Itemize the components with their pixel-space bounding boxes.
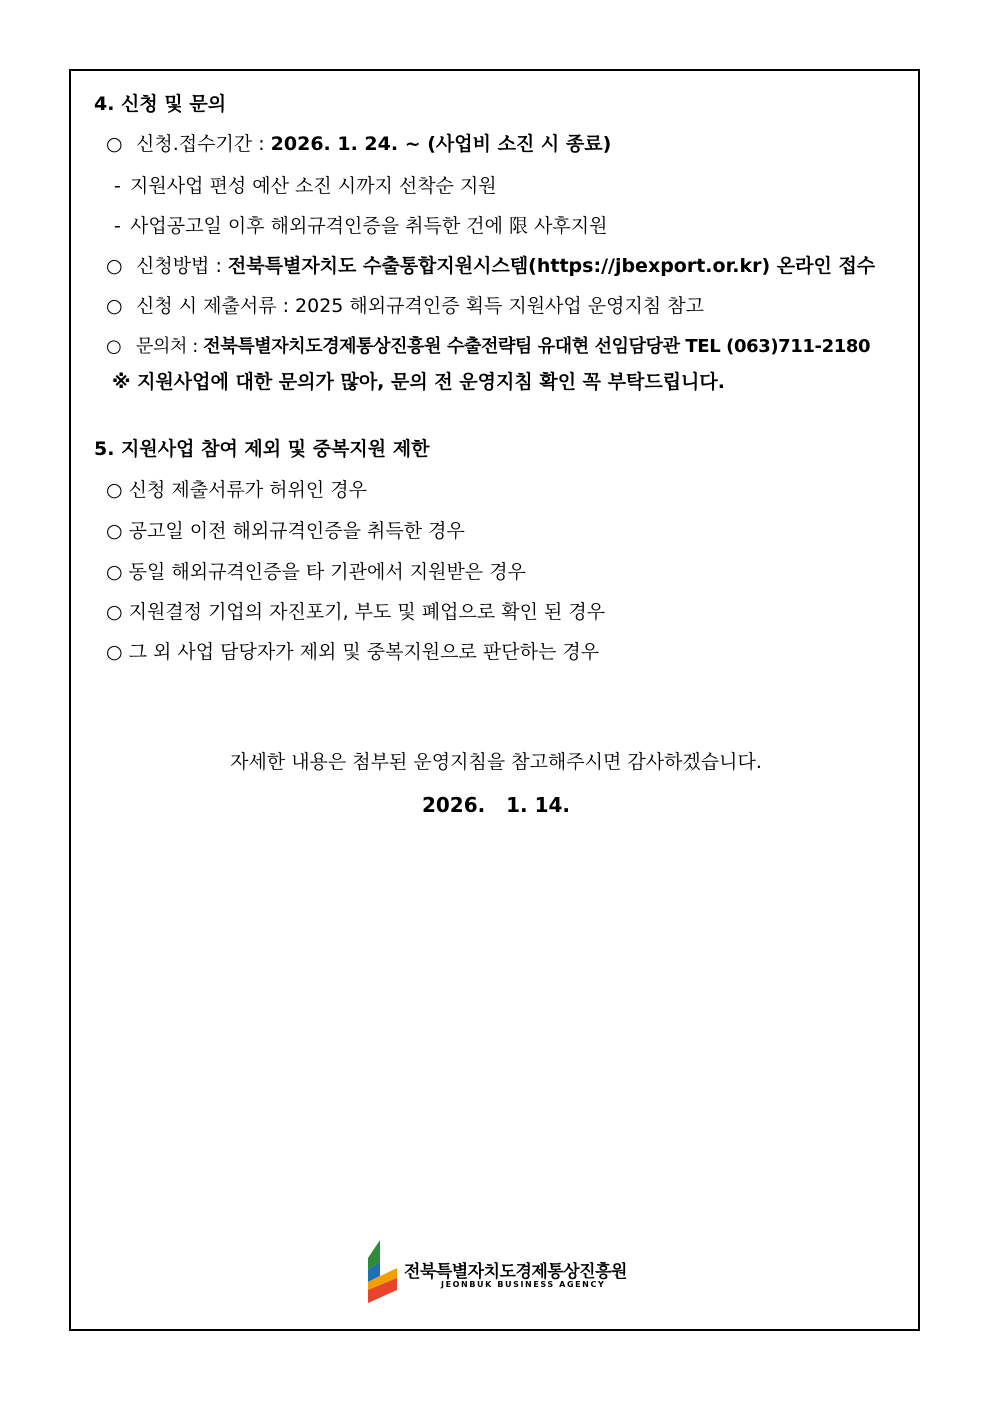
exclusion-item: ○ 그 외 사업 담당자가 제외 및 중복지원으로 판단하는 경우 <box>106 641 600 663</box>
exclusion-item: ○ 지원결정 기업의 자진포기, 부도 및 폐업으로 확인 된 경우 <box>106 601 606 623</box>
apply-method-label: 신청방법 : <box>136 255 222 277</box>
apply-method-value: 전북특별자치도 수출통합지원시스템(https://jbexport.or.kr) 온라인 접수 <box>227 255 876 277</box>
documents-text: 신청 시 제출서류 : 2025 해외규격인증 획득 지원사업 운영지침 참고 <box>136 295 704 317</box>
closing-text: 자세한 내용은 첨부된 운영지침을 참고해주시면 감사하겠습니다. <box>230 751 762 773</box>
bullet-dash: - <box>114 215 121 237</box>
bullet-dash: - <box>114 175 121 197</box>
bullet-circle: ○ <box>106 255 123 277</box>
section5-title: 5. 지원사업 참여 제외 및 중복지원 제한 <box>94 438 430 460</box>
contact-value: 전북특별자치도경제통상진흥원 수출전략팀 유대현 선임담당관 TEL (063)711-2180 <box>203 336 871 357</box>
post-support-text: 사업공고일 이후 해외규격인증을 취득한 건에 限 사후지원 <box>130 215 608 237</box>
document-date: 2026. 1. 14. <box>421 793 571 817</box>
bullet-circle: ○ <box>106 133 123 155</box>
agency-name: 전북특별자치도경제통상진흥원 <box>404 1262 627 1282</box>
bullet-circle: ○ <box>106 336 122 357</box>
post-support-item <box>114 214 607 238</box>
documents-item <box>106 294 704 318</box>
exclusion-item: ○ 공고일 이전 해외규격인증을 취득한 경우 <box>106 520 465 542</box>
agency-subtitle: JEONBUK BUSINESS AGENCY <box>441 1280 606 1289</box>
apply-period-item <box>106 132 611 156</box>
budget-note-item <box>114 174 497 198</box>
bullet-circle: ○ <box>106 295 123 317</box>
contact-item <box>106 335 870 359</box>
section4-title: 4. 신청 및 문의 <box>94 93 227 115</box>
inquiry-note: ※ 지원사업에 대한 문의가 많아, 문의 전 운영지침 확인 꼭 부탁드립니다. <box>112 371 725 393</box>
budget-note-text: 지원사업 편성 예산 소진 시까지 선착순 지원 <box>130 175 497 197</box>
exclusion-item: ○ 신청 제출서류가 허위인 경우 <box>106 479 367 501</box>
apply-period-value: 2026. 1. 24. ~ (사업비 소진 시 종료) <box>270 133 612 155</box>
contact-label: 문의처 : <box>136 336 198 357</box>
apply-method-item <box>106 254 875 278</box>
exclusion-item: ○ 동일 해외규격인증을 타 기관에서 지원받은 경우 <box>106 561 526 583</box>
apply-period-label: 신청.접수기간 : <box>136 133 265 155</box>
